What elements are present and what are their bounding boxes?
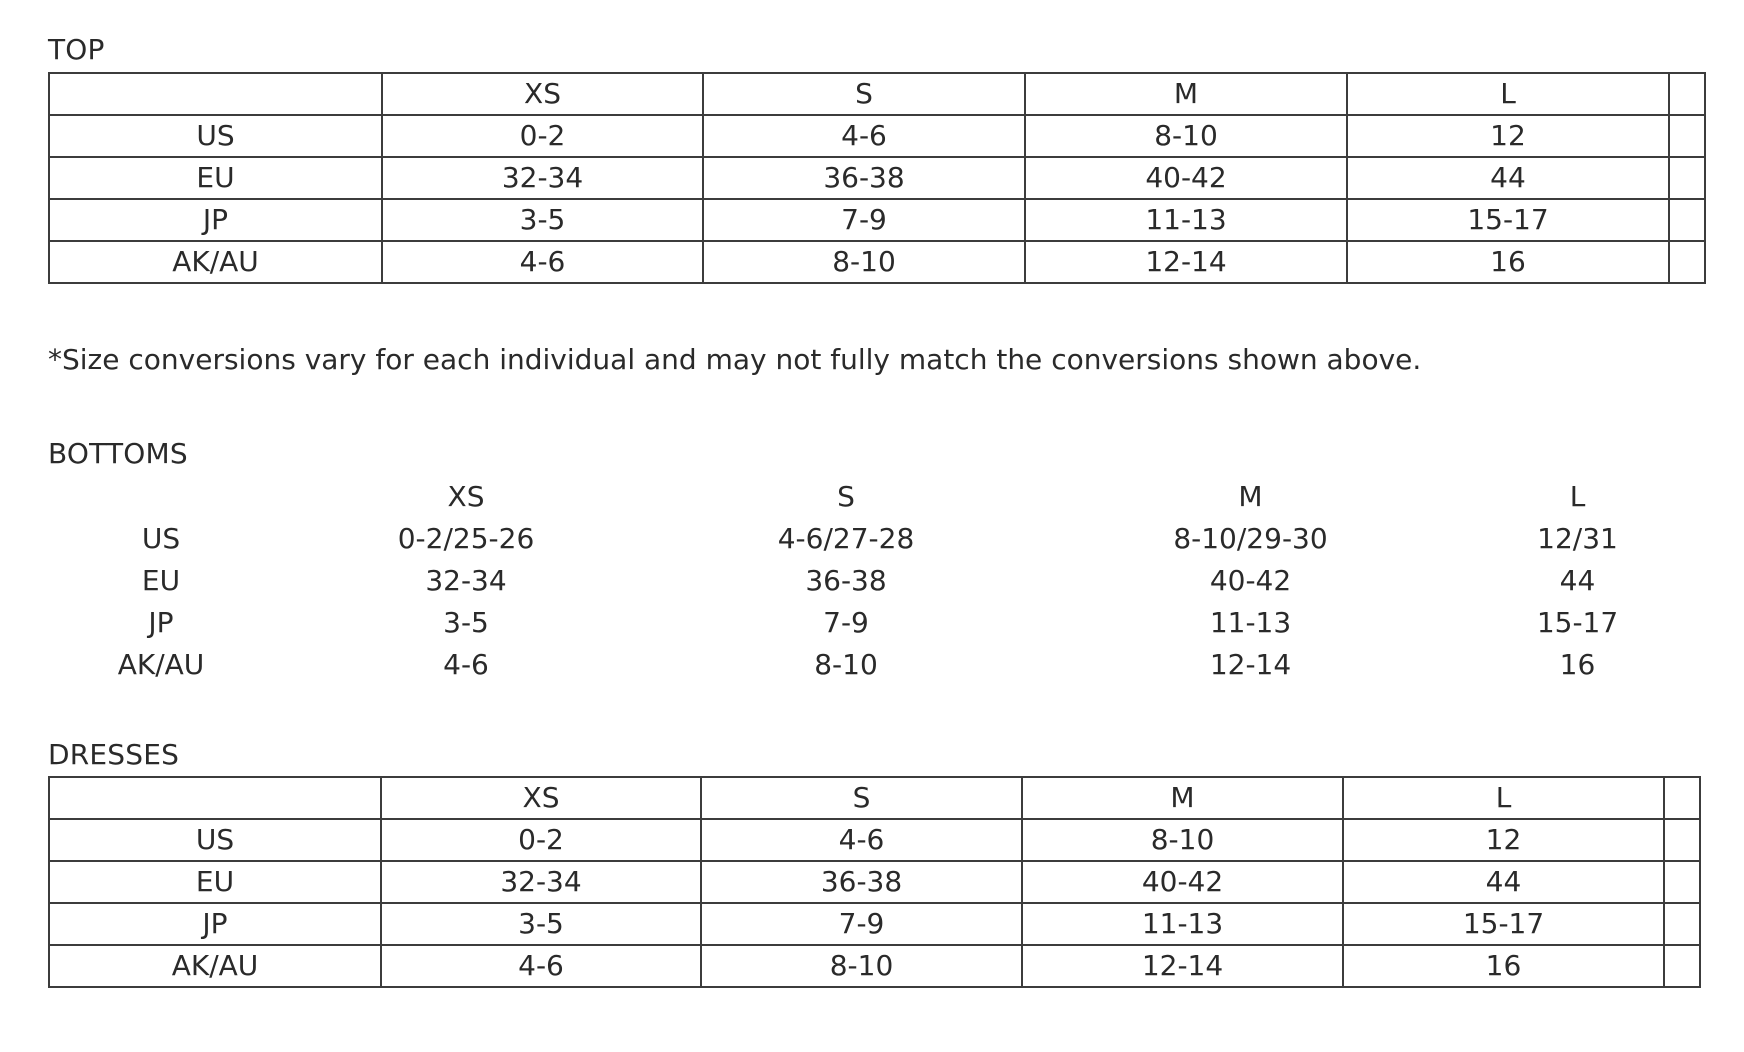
table-cell: 3-5 bbox=[382, 199, 703, 241]
table-cell: 16 bbox=[1343, 945, 1664, 987]
table-cell: 36-38 bbox=[701, 861, 1022, 903]
table-cell: 11-13 bbox=[1025, 199, 1347, 241]
row-label: EU bbox=[49, 157, 382, 199]
row-label: US bbox=[49, 115, 382, 157]
table-cell: 12 bbox=[1343, 819, 1664, 861]
table-row bbox=[48, 644, 1688, 686]
table-cell: 44 bbox=[1343, 861, 1664, 903]
top-section-title: TOP bbox=[48, 33, 105, 66]
table-cell: 11-13 bbox=[1022, 903, 1343, 945]
table-header-row bbox=[49, 777, 1700, 819]
table-cell: 36-38 bbox=[805, 564, 887, 597]
row-label: US bbox=[141, 522, 181, 555]
table-header-row bbox=[48, 476, 1688, 518]
table-cell: 8-10 bbox=[1022, 819, 1343, 861]
header-cell: S bbox=[703, 73, 1025, 115]
table-row bbox=[49, 861, 1700, 903]
row-label: EU bbox=[49, 861, 381, 903]
table-row bbox=[49, 115, 1705, 157]
table-cell: 8-10 bbox=[701, 945, 1022, 987]
header-cell bbox=[1669, 73, 1705, 115]
header-cell: M bbox=[1025, 73, 1347, 115]
table-cell bbox=[1669, 241, 1705, 283]
row-label: EU bbox=[141, 564, 181, 597]
table-cell: 12-14 bbox=[1209, 648, 1292, 681]
table-cell: 15-17 bbox=[1347, 199, 1669, 241]
table-row bbox=[48, 602, 1688, 644]
table-row bbox=[49, 903, 1700, 945]
row-label: JP bbox=[49, 199, 382, 241]
table-cell: 12/31 bbox=[1537, 522, 1618, 555]
table-cell: 32-34 bbox=[425, 564, 507, 597]
table-row bbox=[48, 518, 1688, 560]
table-cell: 8-10/29-30 bbox=[1173, 522, 1328, 555]
table-cell bbox=[1664, 819, 1700, 861]
table-cell: 15-17 bbox=[1343, 903, 1664, 945]
table-row bbox=[49, 945, 1700, 987]
row-label: JP bbox=[148, 606, 174, 639]
table-cell bbox=[1669, 115, 1705, 157]
table-cell bbox=[1664, 903, 1700, 945]
dresses-section-title: DRESSES bbox=[48, 738, 180, 771]
table-cell: 3-5 bbox=[443, 606, 489, 639]
table-cell: 4-6 bbox=[443, 648, 489, 681]
header-cell: S bbox=[837, 480, 855, 513]
table-row bbox=[49, 157, 1705, 199]
table-row bbox=[48, 560, 1688, 602]
table-row bbox=[49, 199, 1705, 241]
table-cell: 4-6 bbox=[701, 819, 1022, 861]
table-cell: 44 bbox=[1347, 157, 1669, 199]
top-size-table bbox=[48, 72, 1706, 284]
row-label: AK/AU bbox=[117, 648, 205, 681]
bottoms-size-table bbox=[48, 476, 1688, 686]
header-cell: XS bbox=[382, 73, 703, 115]
table-row bbox=[49, 819, 1700, 861]
table-cell bbox=[1669, 199, 1705, 241]
table-cell: 15-17 bbox=[1536, 606, 1619, 639]
table-cell: 40-42 bbox=[1025, 157, 1347, 199]
table-cell: 0-2 bbox=[381, 819, 701, 861]
table-cell: 7-9 bbox=[823, 606, 869, 639]
row-label: AK/AU bbox=[49, 945, 381, 987]
dresses-size-table bbox=[48, 776, 1701, 988]
table-cell: 7-9 bbox=[703, 199, 1025, 241]
header-cell bbox=[48, 476, 274, 518]
header-cell bbox=[49, 73, 382, 115]
table-cell: 40-42 bbox=[1022, 861, 1343, 903]
header-cell bbox=[49, 777, 381, 819]
bottoms-section-title: BOTTOMS bbox=[48, 437, 188, 470]
table-cell: 0-2 bbox=[382, 115, 703, 157]
table-cell: 16 bbox=[1347, 241, 1669, 283]
table-cell: 36-38 bbox=[703, 157, 1025, 199]
table-row bbox=[49, 241, 1705, 283]
table-header-row bbox=[49, 73, 1705, 115]
table-cell bbox=[1669, 157, 1705, 199]
header-cell: L bbox=[1343, 777, 1664, 819]
table-cell: 0-2/25-26 bbox=[397, 522, 535, 555]
table-cell: 4-6 bbox=[381, 945, 701, 987]
header-cell: L bbox=[1347, 73, 1669, 115]
table-cell: 44 bbox=[1559, 564, 1596, 597]
size-conversion-note: *Size conversions vary for each individual and may not fully match the conversions shown above. bbox=[48, 343, 1422, 376]
table-cell: 11-13 bbox=[1209, 606, 1292, 639]
table-cell bbox=[1664, 861, 1700, 903]
table-cell: 4-6/27-28 bbox=[777, 522, 915, 555]
table-cell: 16 bbox=[1559, 648, 1596, 681]
table-cell: 40-42 bbox=[1209, 564, 1292, 597]
table-cell: 4-6 bbox=[703, 115, 1025, 157]
table-cell: 8-10 bbox=[1025, 115, 1347, 157]
header-cell: L bbox=[1569, 480, 1586, 513]
header-cell: XS bbox=[381, 777, 701, 819]
header-cell: S bbox=[701, 777, 1022, 819]
header-cell: XS bbox=[447, 480, 485, 513]
row-label: JP bbox=[49, 903, 381, 945]
table-cell: 3-5 bbox=[381, 903, 701, 945]
header-cell: M bbox=[1022, 777, 1343, 819]
table-cell: 8-10 bbox=[814, 648, 878, 681]
table-cell: 7-9 bbox=[701, 903, 1022, 945]
table-cell: 8-10 bbox=[703, 241, 1025, 283]
table-cell: 12-14 bbox=[1025, 241, 1347, 283]
table-cell bbox=[1664, 945, 1700, 987]
header-cell: M bbox=[1238, 480, 1263, 513]
table-cell: 32-34 bbox=[381, 861, 701, 903]
table-cell: 4-6 bbox=[382, 241, 703, 283]
table-cell: 12 bbox=[1347, 115, 1669, 157]
table-cell: 12-14 bbox=[1022, 945, 1343, 987]
header-cell bbox=[1664, 777, 1700, 819]
row-label: AK/AU bbox=[49, 241, 382, 283]
table-cell: 32-34 bbox=[382, 157, 703, 199]
row-label: US bbox=[49, 819, 381, 861]
